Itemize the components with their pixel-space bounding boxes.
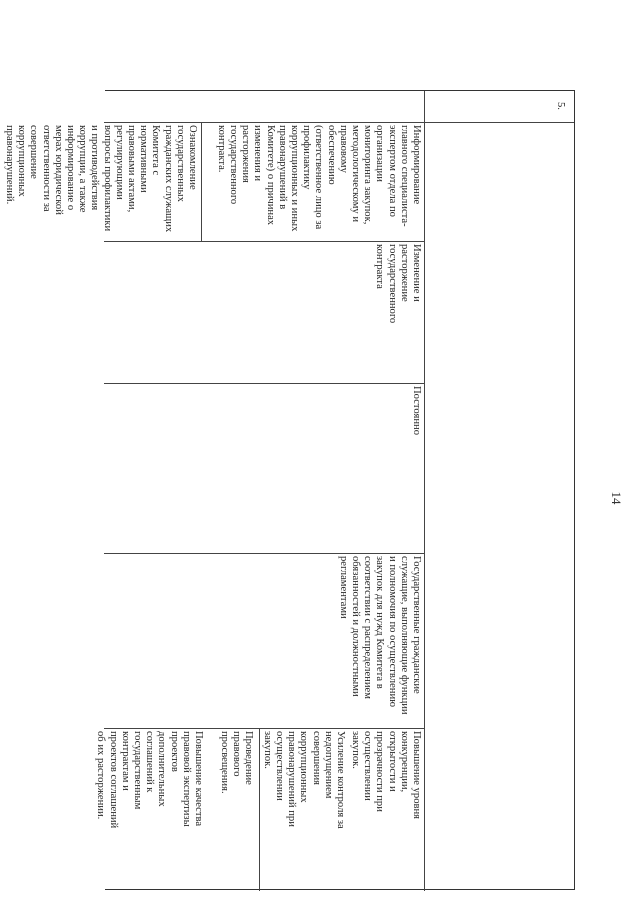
responsible-persons-cell	[104, 553, 424, 728]
text-line: Повышение уровня	[411, 731, 422, 820]
text-line: гражданских служащих	[162, 125, 174, 233]
text-line: государственных	[174, 125, 186, 202]
text-line: Проведение	[243, 731, 254, 785]
deadline-cell	[104, 383, 424, 553]
text-line: ответственности за	[40, 125, 52, 212]
text-line: контрактам и	[119, 731, 131, 791]
text-line: Государственные гражданские	[411, 556, 422, 694]
text-line: правонарушений при	[286, 731, 298, 827]
text-line: прозрачности при	[374, 731, 386, 812]
table-row-header-strip	[424, 91, 574, 891]
result-legal-expertise	[94, 728, 204, 891]
text-line: обязанностей и должностными	[349, 556, 361, 697]
row-number: 5.	[555, 102, 566, 110]
text-line: осуществлении	[273, 731, 285, 801]
text-line: коррупционных	[298, 731, 310, 803]
text-line: осуществлении	[362, 731, 374, 801]
rotated-table-container	[3, 90, 575, 890]
text-line: конкуренции,	[398, 731, 410, 793]
text-line: коррупционных и иных	[288, 125, 300, 232]
text-line: правовыми актами,	[125, 125, 137, 213]
table-row-content	[3, 91, 424, 891]
text-line: Постоянно	[411, 386, 422, 436]
text-line: и полномочия по осуществлению	[386, 556, 398, 708]
text-line: нормативными	[138, 125, 150, 193]
text-line: регламентами	[337, 556, 349, 619]
text-line: методологическому и	[349, 125, 361, 223]
text-line: информирование о	[64, 125, 76, 211]
text-line: главного специалиста-	[398, 125, 410, 227]
text-line: государственного	[386, 244, 398, 324]
text-line: организации	[374, 125, 386, 182]
text-line: коррупции, а также	[77, 125, 89, 213]
text-line: профилактику	[301, 125, 313, 190]
text-line: регулирующими	[113, 125, 125, 200]
text-line: закупок.	[261, 731, 273, 769]
text-line: контракта	[374, 244, 386, 289]
text-line: контракта.	[215, 125, 227, 173]
text-line: обеспечению	[325, 125, 337, 185]
text-line: проектов	[168, 731, 180, 772]
text-line: об их расторжении.	[95, 731, 107, 820]
text-line: Изменение и	[411, 244, 422, 302]
text-line: государственным	[131, 731, 143, 810]
row-number-spacer	[104, 91, 424, 122]
text-line: государственного	[227, 125, 239, 205]
text-line: экспертом отдела по	[386, 125, 398, 217]
measure-text-contract-change	[215, 122, 422, 241]
text-line: правонарушений в	[276, 125, 288, 210]
text-line: изменения и	[252, 125, 264, 182]
text-line: правовой экспертизы	[180, 731, 192, 827]
text-line: служащие, выполняющие функции	[398, 556, 410, 715]
text-line: Усиление контроля за	[335, 731, 346, 829]
cell-divider	[201, 122, 202, 241]
text-line: (ответственное лицо за	[313, 125, 325, 230]
text-line: правонарушений.	[3, 125, 15, 205]
result-competition	[349, 728, 422, 891]
text-line: Комитета с	[150, 125, 162, 176]
text-line: Комитете) о причинах	[264, 125, 276, 226]
text-line: Информирование	[411, 125, 422, 205]
text-line: мерах юридической	[52, 125, 64, 215]
text-line: просвещения.	[218, 731, 230, 794]
measure-description-cell	[3, 122, 424, 241]
text-line: коррупционных	[16, 125, 28, 197]
expected-result-cell	[95, 728, 424, 891]
text-line: и противодействия	[89, 125, 101, 211]
text-line: совершения	[310, 731, 322, 786]
measure-text-familiarization	[3, 122, 198, 241]
text-line: проектов соглашений	[107, 731, 119, 829]
text-line: соглашений к	[144, 731, 156, 793]
text-line: закупок.	[349, 731, 361, 769]
text-line: недопущением	[322, 731, 334, 799]
text-line: правовому	[337, 125, 349, 173]
procurement-measures-table	[3, 90, 575, 890]
text-line: правового	[230, 731, 242, 777]
result-legal-education	[217, 728, 254, 891]
text-line: вопросы профилактики	[101, 125, 113, 232]
text-line: закупок для нужд Комитета в	[374, 556, 386, 689]
page-number: 14	[609, 491, 624, 505]
text-line: мониторинга закупок,	[362, 125, 374, 225]
text-line: совершение	[28, 125, 40, 179]
text-line: соответствии с распределением	[362, 556, 374, 699]
text-line: дополнительных	[156, 731, 168, 807]
cell-divider	[259, 728, 260, 891]
row-number-cell	[425, 91, 574, 122]
text-line: расторжение	[398, 244, 410, 302]
text-line: Повышение качества	[193, 731, 204, 827]
text-line: Ознакомление	[187, 125, 198, 190]
text-line: открытости и	[386, 731, 398, 792]
text-line: расторжения	[240, 125, 252, 183]
result-control	[261, 728, 346, 891]
risk-area-cell	[104, 241, 424, 383]
